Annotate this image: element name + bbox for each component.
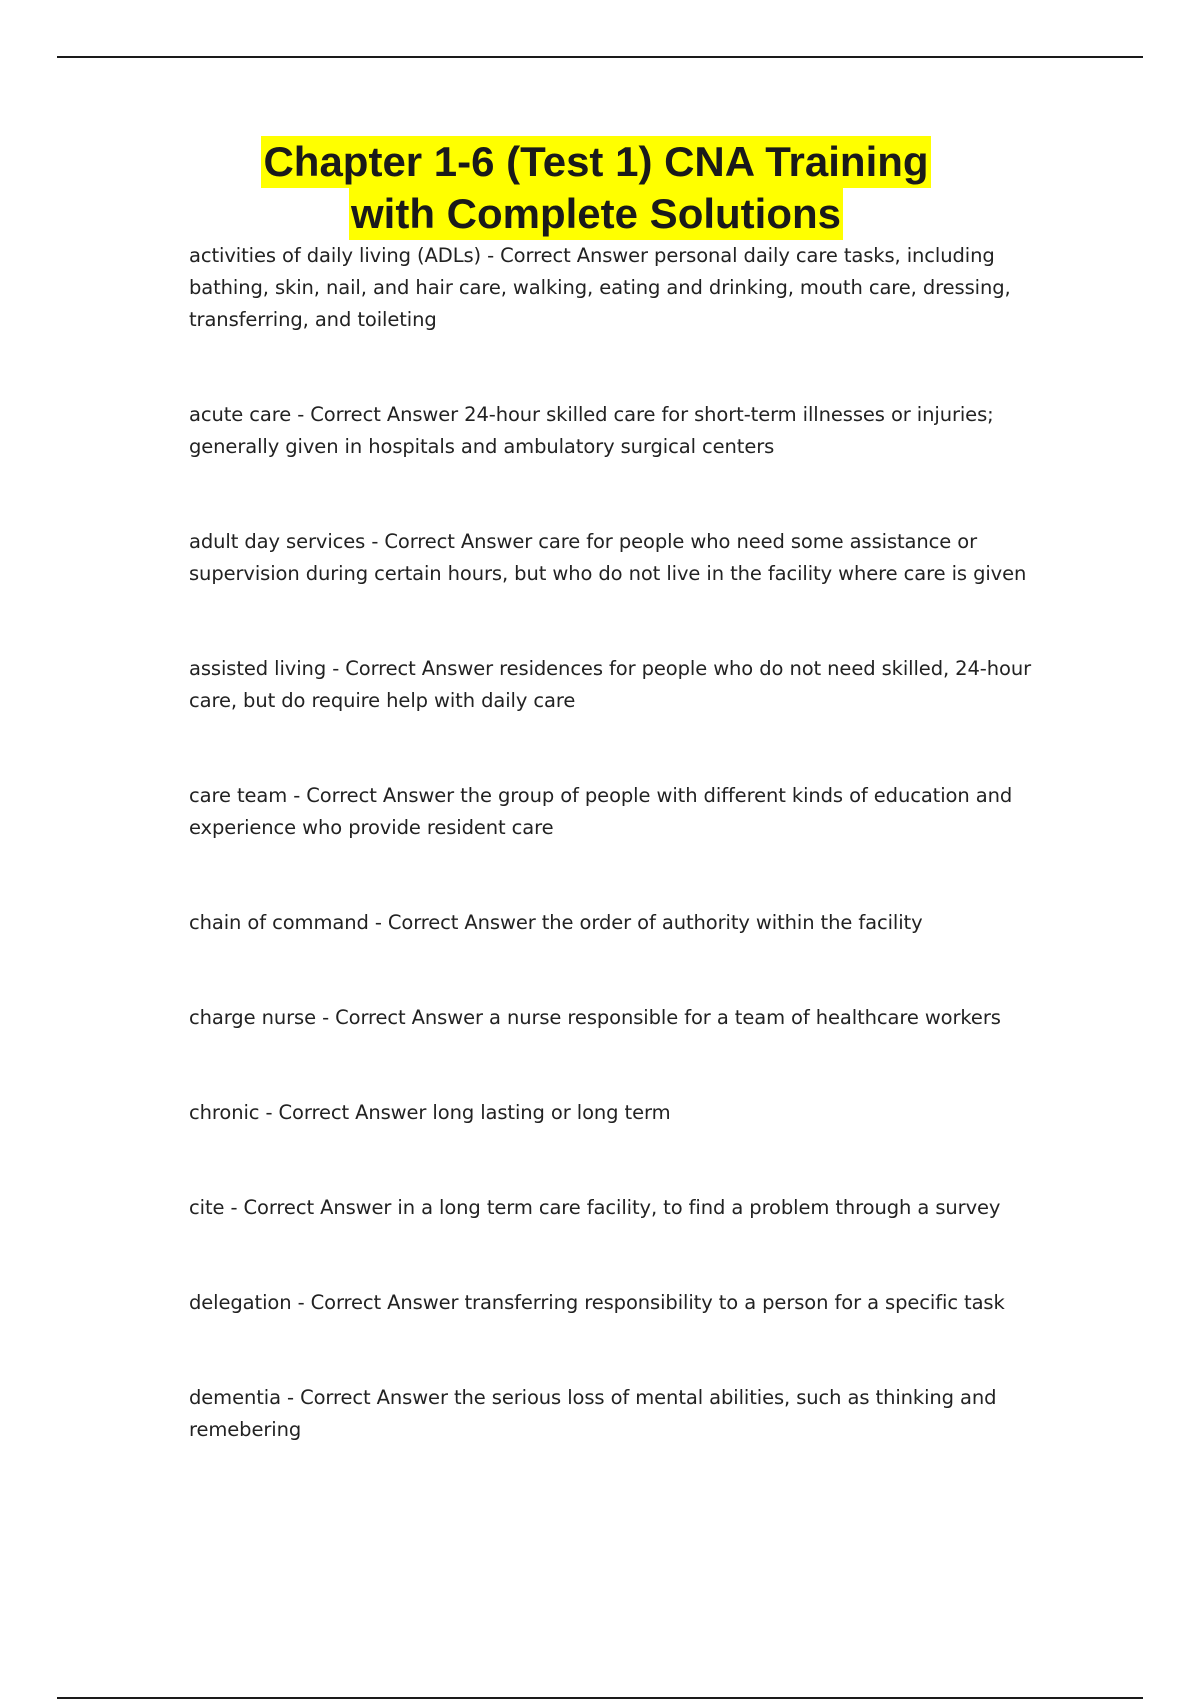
glossary-list bbox=[189, 240, 1049, 1509]
title-line-1: Chapter 1-6 (Test 1) CNA Training bbox=[261, 136, 930, 188]
glossary-entry-chronic: chronic - Correct Answer long lasting or long term bbox=[189, 1101, 671, 1124]
glossary-entry-adls: activities of daily living (ADLs) - Correct Answer personal daily care tasks, including bathing, skin, nail, and hair care, walking, eating and drinking, mouth care, dressing, transferring, and toileting bbox=[189, 244, 1011, 331]
glossary-entry-care-team: care team - Correct Answer the group of people with different kinds of education and experience who provide resident care bbox=[189, 784, 1013, 839]
title-line-2: with Complete Solutions bbox=[349, 188, 843, 240]
top-rule bbox=[57, 56, 1143, 58]
glossary-entry-dementia: dementia - Correct Answer the serious loss of mental abilities, such as thinking and remebering bbox=[189, 1386, 997, 1441]
glossary-entry-adult-day-services: adult day services - Correct Answer care for people who need some assistance or supervision during certain hours, but who do not live in the facility where care is given bbox=[189, 530, 1027, 585]
page-title bbox=[190, 136, 1002, 240]
glossary-entry-delegation: delegation - Correct Answer transferring responsibility to a person for a specific task bbox=[189, 1291, 1005, 1314]
glossary-entry-cite: cite - Correct Answer in a long term care facility, to find a problem through a survey bbox=[189, 1196, 1001, 1219]
glossary-entry-chain-of-command: chain of command - Correct Answer the order of authority within the facility bbox=[189, 911, 923, 934]
glossary-entry-charge-nurse: charge nurse - Correct Answer a nurse responsible for a team of healthcare workers bbox=[189, 1006, 1001, 1029]
glossary-entry-acute-care: acute care - Correct Answer 24-hour skilled care for short-term illnesses or injuries; generally given in hospitals and ambulatory surgical centers bbox=[189, 403, 994, 458]
bottom-rule bbox=[57, 1697, 1143, 1699]
glossary-entry-assisted-living: assisted living - Correct Answer residences for people who do not need skilled, 24-hour care, but do require help with daily care bbox=[189, 657, 1031, 712]
